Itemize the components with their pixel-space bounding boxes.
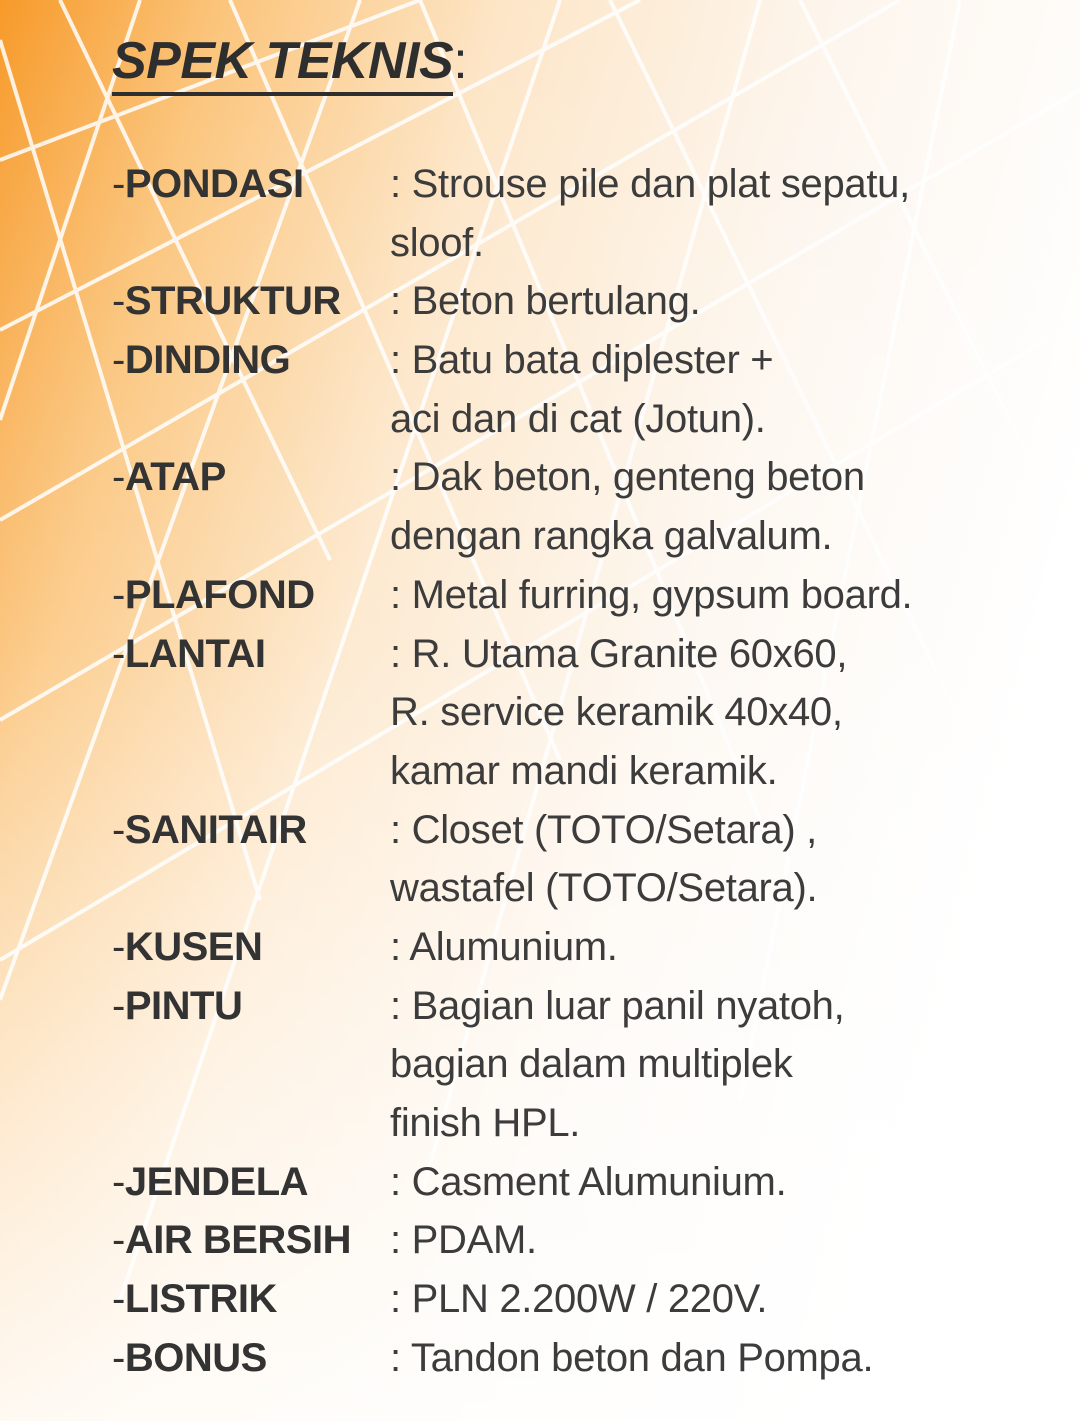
spec-value-line: sloof. bbox=[390, 220, 484, 265]
spec-value bbox=[390, 625, 1012, 801]
spec-value-line: kamar mandi keramik. bbox=[390, 748, 778, 793]
spec-label bbox=[112, 625, 266, 684]
spec-label-text: STRUKTUR bbox=[124, 279, 341, 324]
spec-value-line: : Bagian luar panil nyatoh, bbox=[390, 983, 845, 1028]
spec-label bbox=[112, 448, 226, 507]
spec-value bbox=[390, 1270, 1012, 1329]
spec-value-line: : R. Utama Granite 60x60, bbox=[390, 631, 848, 676]
spec-label-dash: - bbox=[112, 279, 125, 324]
spec-label bbox=[112, 1153, 308, 1212]
spec-row bbox=[112, 566, 1012, 625]
spec-value bbox=[390, 801, 1012, 918]
title-text: SPEK TEKNIS bbox=[112, 30, 453, 96]
spec-label-dash: - bbox=[112, 338, 125, 383]
spec-value-line: bagian dalam multiplek bbox=[390, 1042, 793, 1087]
spec-label bbox=[112, 1270, 277, 1329]
spec-row bbox=[112, 1153, 1012, 1212]
spec-label-text: JENDELA bbox=[124, 1159, 309, 1204]
spec-label-text: AIR BERSIH bbox=[124, 1218, 351, 1263]
spec-value-line: : Alumunium. bbox=[390, 924, 618, 969]
spec-value bbox=[390, 918, 1012, 977]
spec-value-line: : Closet (TOTO/Setara) , bbox=[390, 807, 817, 852]
spec-label-text: KUSEN bbox=[124, 924, 263, 969]
spec-label-dash: - bbox=[112, 807, 125, 852]
spec-value bbox=[390, 566, 1012, 625]
spec-label-dash: - bbox=[112, 1335, 125, 1380]
spec-label-text: PLAFOND bbox=[124, 572, 315, 617]
spec-label bbox=[112, 331, 290, 390]
spec-row bbox=[112, 1270, 1012, 1329]
spec-value-line: : PDAM. bbox=[390, 1218, 537, 1263]
spec-value bbox=[390, 977, 1012, 1153]
spec-label bbox=[112, 1329, 267, 1388]
spec-label bbox=[112, 155, 304, 214]
spec-label-dash: - bbox=[112, 983, 125, 1028]
spec-label bbox=[112, 801, 307, 860]
spec-row bbox=[112, 625, 1012, 801]
spec-value bbox=[390, 1211, 1012, 1270]
spec-row bbox=[112, 801, 1012, 918]
spec-value-line: : PLN 2.200W / 220V. bbox=[390, 1277, 768, 1322]
spec-label-text: LISTRIK bbox=[124, 1277, 277, 1322]
spec-label-text: SANITAIR bbox=[124, 807, 307, 852]
spec-label-text: PONDASI bbox=[124, 162, 304, 206]
spec-row bbox=[112, 918, 1012, 977]
spec-value-line: finish HPL. bbox=[390, 1101, 581, 1145]
spec-label bbox=[112, 566, 315, 625]
spec-row bbox=[112, 977, 1012, 1153]
spec-label-dash: - bbox=[112, 924, 125, 969]
spec-value-line: aci dan di cat (Jotun). bbox=[390, 396, 766, 441]
spec-row bbox=[112, 1329, 1012, 1388]
spec-label-text: DINDING bbox=[124, 338, 291, 383]
spec-value-line: : Tandon beton dan Pompa. bbox=[390, 1335, 874, 1380]
spec-label-text: ATAP bbox=[124, 455, 226, 500]
spec-row bbox=[112, 155, 1012, 272]
spec-value bbox=[390, 1153, 1012, 1212]
spec-label bbox=[112, 272, 341, 331]
spec-row bbox=[112, 331, 1012, 448]
spec-label-dash: - bbox=[112, 162, 125, 206]
spec-row bbox=[112, 272, 1012, 331]
spec-value bbox=[390, 155, 1012, 272]
spec-value bbox=[390, 331, 1012, 448]
spec-value-line: dengan rangka galvalum. bbox=[390, 514, 833, 559]
spec-value-line: : Metal furring, gypsum board. bbox=[390, 572, 913, 617]
spec-row bbox=[112, 448, 1012, 565]
spec-label bbox=[112, 918, 262, 977]
spec-label-text: BONUS bbox=[124, 1335, 267, 1380]
spec-value bbox=[390, 1329, 1012, 1388]
spec-value bbox=[390, 272, 1012, 331]
spec-label-dash: - bbox=[112, 455, 125, 500]
spec-value-line: : Batu bata diplester + bbox=[390, 338, 774, 383]
spec-label-dash: - bbox=[112, 1218, 125, 1263]
spec-value-line: R. service keramik 40x40, bbox=[390, 690, 843, 735]
page-title bbox=[112, 28, 467, 96]
spec-label-dash: - bbox=[112, 1159, 125, 1204]
spec-value-line: : Dak beton, genteng beton bbox=[390, 455, 865, 500]
spec-value-line: : Strouse pile dan plat sepatu, bbox=[390, 162, 910, 206]
spec-label-text: PINTU bbox=[124, 983, 243, 1028]
spec-row bbox=[112, 1211, 1012, 1270]
title-colon: : bbox=[453, 32, 468, 90]
spec-label-dash: - bbox=[112, 572, 125, 617]
spec-label-dash: - bbox=[112, 1277, 125, 1322]
spec-list bbox=[112, 155, 1012, 1387]
spec-label-text: LANTAI bbox=[124, 631, 266, 676]
spec-value-line: wastafel (TOTO/Setara). bbox=[390, 866, 818, 911]
spec-label bbox=[112, 977, 242, 1036]
spec-label bbox=[112, 1211, 351, 1270]
spec-value-line: : Beton bertulang. bbox=[390, 279, 701, 324]
spec-value bbox=[390, 448, 1012, 565]
spec-label-dash: - bbox=[112, 631, 125, 676]
spec-value-line: : Casment Alumunium. bbox=[390, 1159, 787, 1204]
